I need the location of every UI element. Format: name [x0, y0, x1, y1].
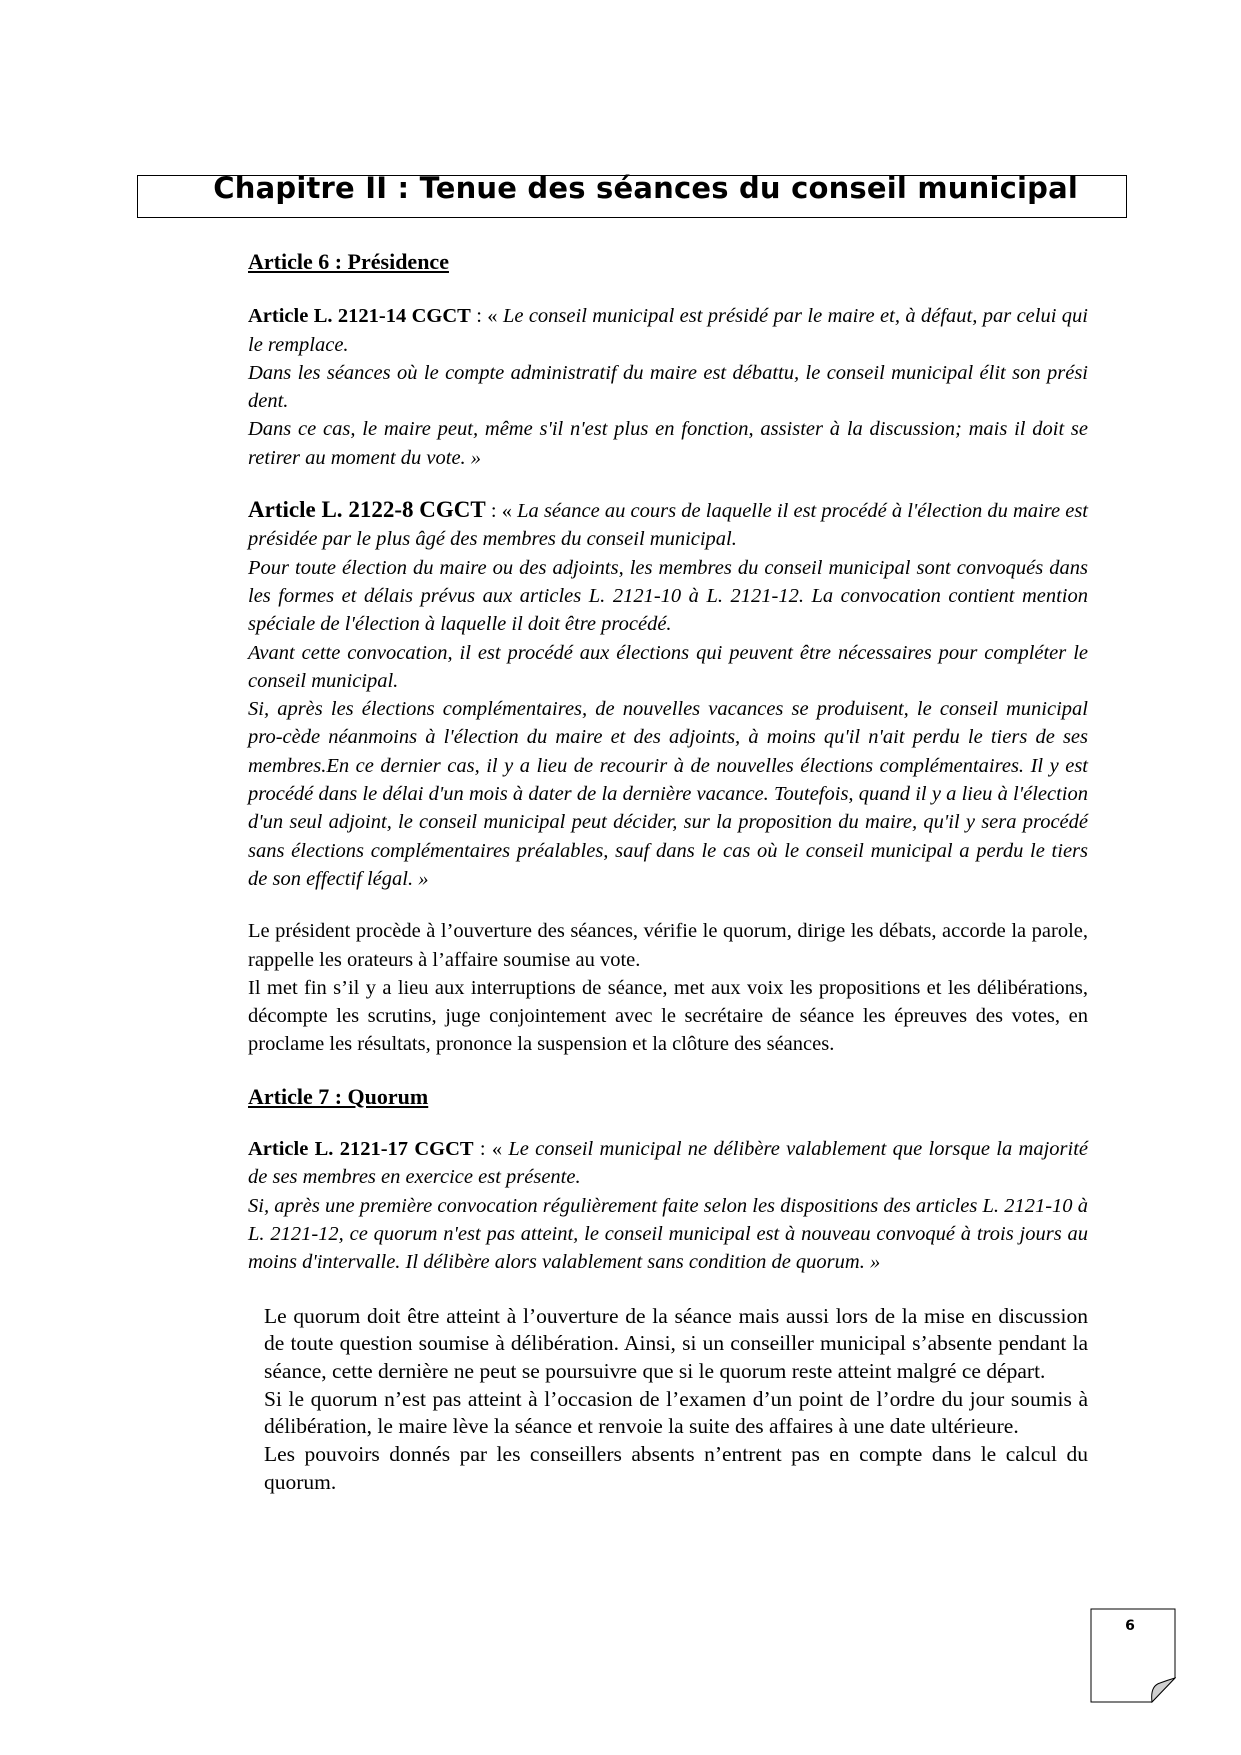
page-number: 6 — [1125, 1618, 1135, 1634]
quote-reference: Article L. 2122-8 CGCT — [248, 497, 486, 523]
article-6-quote-2 — [248, 496, 1088, 893]
quote-separator: : « — [470, 305, 503, 328]
quote-line: Le conseil municipal ne délibère valablement que lorsque la majorité de ses membres en exercice est présente. — [248, 1138, 1089, 1189]
quote-line: Si, après une première convocation régulièrement faite selon les dispositions des articles L. 2121-10 à L. 2121-12, ce quorum n'est pas atteint, le conseil municipal est à nouveau convoqué à trois jours au moins d'intervalle. Il délibère alors valablement sans condition de quorum. » — [248, 1194, 1088, 1274]
article-6-body — [248, 917, 1088, 1058]
article-6-quote-1 — [248, 302, 1088, 472]
body-paragraph: Il met fin s’il y a lieu aux interruptions de séance, met aux voix les propositions et les délibérations, décompte les scrutins, juge conjointement avec le secrétaire de séance les épreuves des votes, en proclame les résultats, prononce la suspension et la clôture des séances. — [248, 976, 1088, 1056]
article-6-heading: Article 6 : Présidence — [248, 249, 449, 274]
quote-line: Pour toute élection du maire ou des adjoints, les membres du conseil municipal sont convoqués dans les formes et délais prévus aux articles L. 2121-10 à L. 2121-12. La convocation contient mention spéciale de l'élection à laquelle il doit être procédé. — [248, 556, 1088, 636]
quote-separator: : « — [473, 1138, 509, 1161]
article-7-quote-1 — [248, 1135, 1088, 1276]
body-paragraph: Si le quorum n’est pas atteint à l’occasion de l’examen d’un point de l’ordre du jour soumis à délibération, le maire lève la séance et renvoie la suite des affaires à une date ultérieure. — [264, 1386, 1088, 1439]
quote-line: Avant cette convocation, il est procédé aux élections qui peuvent être nécessaires pour compléter le conseil municipal. — [248, 641, 1088, 692]
quote-line: Dans ce cas, le maire peut, même s'il n'est plus en fonction, assister à la discussion; mais il doit se retirer au moment du vote. » — [248, 418, 1088, 469]
quote-line: Dans les séances où le compte administratif du maire est débattu, le conseil municipal élit son prési dent. — [248, 361, 1088, 413]
body-paragraph: Le quorum doit être atteint à l’ouverture de la séance mais aussi lors de la mise en discussion de toute question soumise à délibération. Ainsi, si un conseiller municipal s’absente pendant la séance, cette dernière ne peut se poursuivre que si le quorum reste atteint malgré ce départ. — [264, 1303, 1088, 1383]
quote-separator: : « — [485, 500, 518, 523]
quote-line: La séance au cours de laquelle il est procédé à l'élection du maire est présidée par le plus âgé des membres du conseil municipal. — [248, 500, 1088, 551]
article-7-heading: Article 7 : Quorum — [248, 1083, 429, 1109]
quote-line: Le conseil municipal est présidé par le maire et, à défaut, par celui qui le remplace. — [248, 305, 1089, 356]
quote-reference: Article L. 2121-14 CGCT — [248, 305, 471, 328]
quote-line: Si, après les élections complémentaires, de nouvelles vacances se produisent, le conseil municipal pro-cède néanmoins à l'élection du maire et des adjoints, à moins qu'il n'ait perdu le tiers de ses membres.En ce dernier cas, il y a lieu de recourir à de nouvelles élections complémentaires. Il y est procédé dans le délai d'un mois à dater de la dernière vacance. Toutefois, quand il y a lieu à l'élection d'un seul adjoint, le conseil municipal peut décider, sur la proposition du maire, qu'il y sera procédé sans élections complémentaires préalables, sauf dans le cas où le conseil municipal a perdu le tiers de son effectif légal. » — [248, 698, 1088, 890]
body-paragraph: Les pouvoirs donnés par les conseillers absents n’entrent pas en compte dans le calcul du quorum. — [264, 1442, 1088, 1494]
body-paragraph: Le président procède à l’ouverture des séances, vérifie le quorum, dirige les débats, accorde la parole, rappelle les orateurs à l’affaire soumise au vote. — [248, 920, 1088, 971]
chapter-title: Chapitre II : Tenue des séances du conseil municipal — [213, 171, 1078, 205]
article-7-body — [264, 1303, 1088, 1497]
quote-reference: Article L. 2121-17 CGCT — [248, 1138, 474, 1161]
document-body — [248, 248, 1088, 1496]
